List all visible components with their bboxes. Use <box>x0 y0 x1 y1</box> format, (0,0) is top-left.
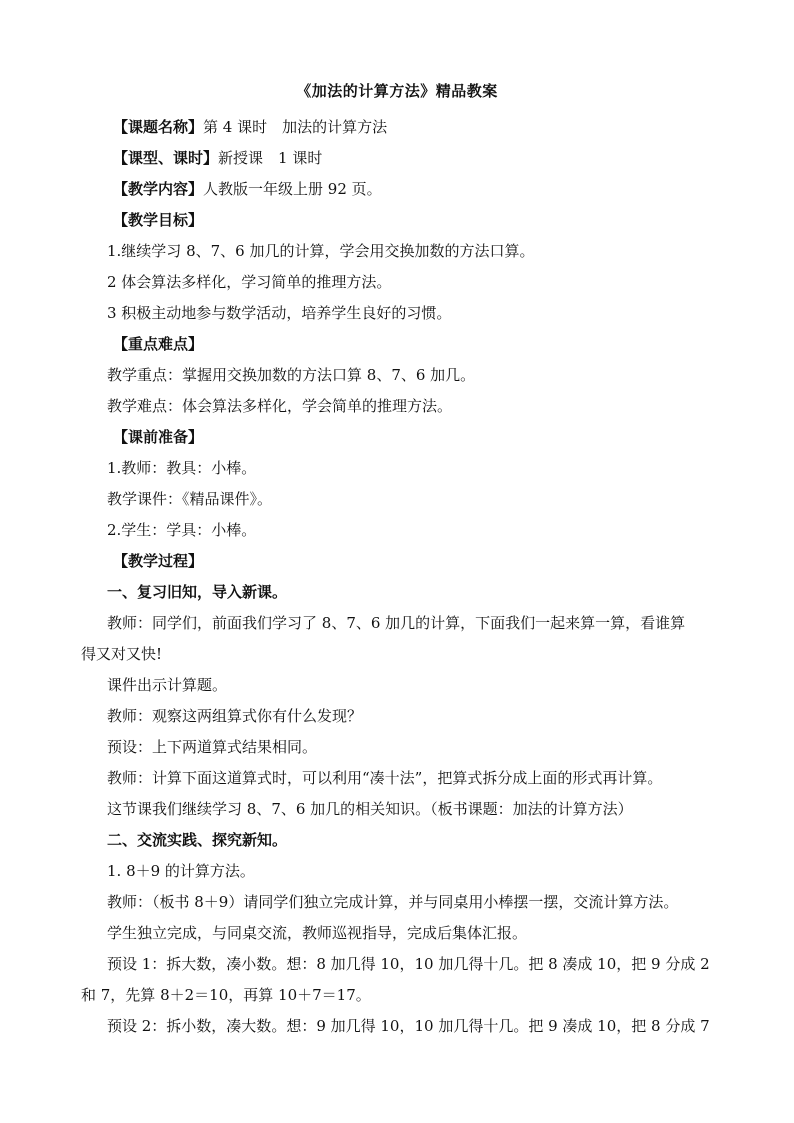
lesson-type-text: 新授课 1 课时 <box>218 149 323 167</box>
lesson-content-line <box>107 174 719 205</box>
paragraph-line: 预设：上下两道算式结果相同。 <box>107 738 318 756</box>
paragraph-line: 1. 8＋9 的计算方法。 <box>107 862 255 880</box>
lesson-content-label: 【教学内容】 <box>113 180 204 198</box>
lesson-name-label: 【课题名称】 <box>113 118 204 136</box>
section-heading-key-points: 【重点难点】 <box>113 335 204 353</box>
section-heading-goals: 【教学目标】 <box>113 211 204 229</box>
paragraph-line: 预设 2：拆小数，凑大数。想：9 加几得 10，10 加几得十几。把 9 凑成 10，把 8 分成 7 <box>107 1017 710 1035</box>
lesson-content-text: 人教版一年级上册 92 页。 <box>203 180 382 198</box>
document-body <box>81 112 719 1042</box>
paragraph-line: 学生独立完成，与同桌交流，教师巡视指导，完成后集体汇报。 <box>107 924 528 942</box>
paragraph-line: 教师：观察这两组算式你有什么发现？ <box>107 707 363 725</box>
paragraph-line: 3 积极主动地参与数学活动，培养学生良好的习惯。 <box>107 304 452 322</box>
paragraph-line: 教师：计算下面这道算式时，可以利用“凑十法”，把算式拆分成上面的形式再计算。 <box>107 769 663 787</box>
subsection-heading-explore: 二、交流实践、探究新知。 <box>107 831 288 849</box>
paragraph-line: 教学难点：体会算法多样化，学会简单的推理方法。 <box>107 397 453 415</box>
subsection-heading-review: 一、复习旧知，导入新课。 <box>107 583 288 601</box>
lesson-name-text: 第 4 课时 加法的计算方法 <box>203 118 388 136</box>
paragraph-line: 课件出示计算题。 <box>107 676 228 694</box>
paragraph-line: 2.学生：学具：小棒。 <box>107 521 257 539</box>
document-title: 《加法的计算方法》精品教案 <box>296 82 498 100</box>
paragraph-line: 教学课件：《精品课件》。 <box>107 490 273 508</box>
paragraph-line: 这节课我们继续学习 8、7、6 加几的相关知识。（板书课题：加法的计算方法） <box>107 800 633 818</box>
paragraph-line: 和 7，先算 8＋2＝10，再算 10＋7＝17。 <box>81 986 371 1004</box>
paragraph-line: 1.继续学习 8、7、6 加几的计算，学会用交换加数的方法口算。 <box>107 242 535 260</box>
section-heading-preparation: 【课前准备】 <box>113 428 204 446</box>
lesson-name-line <box>107 112 719 143</box>
lesson-type-line <box>107 143 719 174</box>
lesson-type-label: 【课型、课时】 <box>113 149 219 167</box>
paragraph-line: 得又对又快! <box>81 645 163 663</box>
paragraph-line: 教师：（板书 8＋9）请同学们独立完成计算，并与同桌用小棒摆一摆，交流计算方法。 <box>107 893 679 911</box>
paragraph-line: 教学重点：掌握用交换加数的方法口算 8、7、6 加几。 <box>107 366 476 384</box>
paragraph-line: 1.教师：教具：小棒。 <box>107 459 257 477</box>
paragraph-line: 教师：同学们，前面我们学习了 8、7、6 加几的计算，下面我们一起来算一算，看谁算 <box>107 614 686 632</box>
section-heading-process: 【教学过程】 <box>113 552 204 570</box>
paragraph-line: 2 体会算法多样化，学习简单的推理方法。 <box>107 273 392 291</box>
paragraph-line: 预设 1：拆大数，凑小数。想：8 加几得 10，10 加几得十几。把 8 凑成 10，把 9 分成 2 <box>107 955 710 973</box>
